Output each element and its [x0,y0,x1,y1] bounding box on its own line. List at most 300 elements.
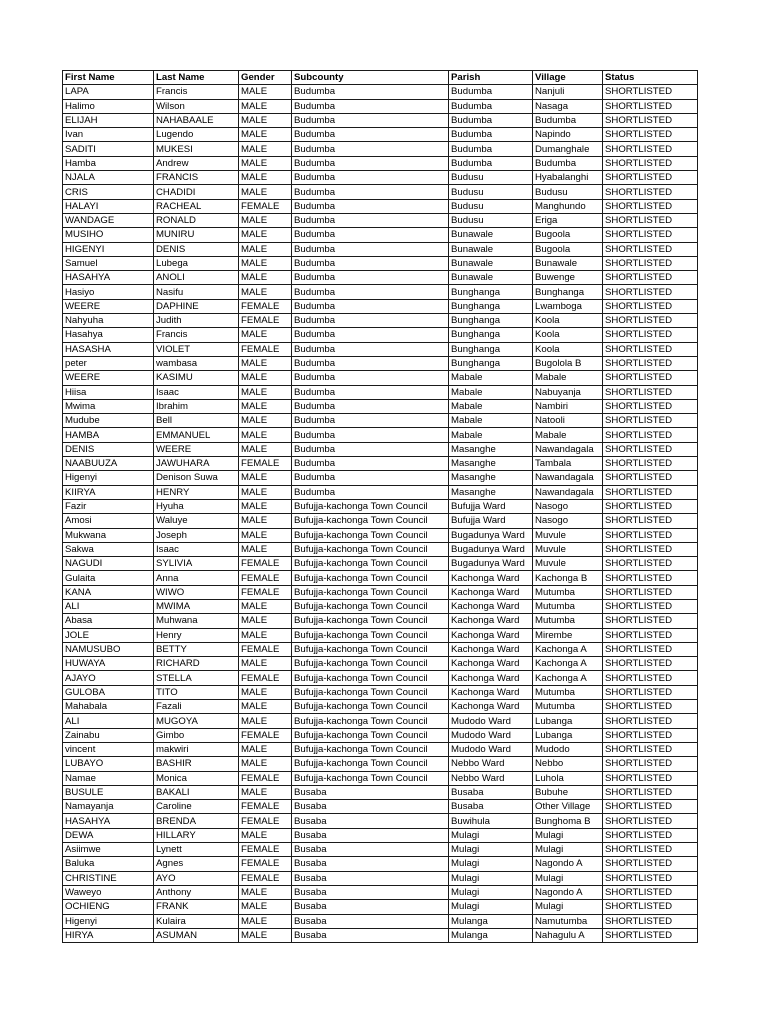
status-cell: SHORTLISTED [603,628,698,642]
last-name-cell: MUGOYA [154,714,239,728]
column-header-last-name: Last Name [154,71,239,85]
village-cell: Nawandagala [533,442,603,456]
table-row [63,213,698,227]
status-cell: SHORTLISTED [603,728,698,742]
parish-cell: Masanghe [449,471,533,485]
table-row [63,299,698,313]
table-row [63,156,698,170]
subcounty-cell: Budumba [292,356,449,370]
gender-cell: FEMALE [239,457,292,471]
first-name-cell: HASAHYA [63,814,154,828]
subcounty-cell: Budumba [292,342,449,356]
parish-cell: Budumba [449,142,533,156]
first-name-cell: WEERE [63,299,154,313]
parish-cell: Masanghe [449,442,533,456]
village-cell: Mabale [533,371,603,385]
parish-cell: Mulagi [449,871,533,885]
table-row [63,271,698,285]
parish-cell: Bunawale [449,242,533,256]
gender-cell: FEMALE [239,342,292,356]
subcounty-cell: Busaba [292,871,449,885]
gender-cell: FEMALE [239,299,292,313]
subcounty-cell: Budumba [292,442,449,456]
parish-cell: Bunghanga [449,285,533,299]
table-row [63,471,698,485]
village-cell: Nagondo A [533,857,603,871]
gender-cell: MALE [239,928,292,942]
last-name-cell: Ibrahim [154,399,239,413]
first-name-cell: Higenyi [63,914,154,928]
table-row [63,314,698,328]
subcounty-cell: Budumba [292,99,449,113]
gender-cell: MALE [239,171,292,185]
status-cell: SHORTLISTED [603,571,698,585]
parish-cell: Mudodo Ward [449,742,533,756]
status-cell: SHORTLISTED [603,485,698,499]
last-name-cell: Judith [154,314,239,328]
first-name-cell: Hiisa [63,385,154,399]
first-name-cell: SADITI [63,142,154,156]
table-row [63,85,698,99]
subcounty-cell: Budumba [292,85,449,99]
village-cell: Muvule [533,557,603,571]
status-cell: SHORTLISTED [603,328,698,342]
first-name-cell: HIGENYI [63,242,154,256]
subcounty-cell: Bufujja-kachonga Town Council [292,614,449,628]
table-body [63,85,698,943]
village-cell: Mirembe [533,628,603,642]
parish-cell: Budumba [449,99,533,113]
table-row [63,900,698,914]
gender-cell: MALE [239,757,292,771]
gender-cell: FEMALE [239,843,292,857]
parish-cell: Bunawale [449,271,533,285]
first-name-cell: Higenyi [63,471,154,485]
first-name-cell: Amosi [63,514,154,528]
parish-cell: Masanghe [449,457,533,471]
table-row [63,742,698,756]
gender-cell: FEMALE [239,814,292,828]
first-name-cell: Samuel [63,256,154,270]
first-name-cell: NAGUDI [63,557,154,571]
subcounty-cell: Busaba [292,843,449,857]
last-name-cell: Andrew [154,156,239,170]
parish-cell: Busaba [449,785,533,799]
subcounty-cell: Bufujja-kachonga Town Council [292,757,449,771]
gender-cell: MALE [239,900,292,914]
parish-cell: Buwihula [449,814,533,828]
first-name-cell: AJAYO [63,671,154,685]
first-name-cell: Mukwana [63,528,154,542]
parish-cell: Bugadunya Ward [449,542,533,556]
last-name-cell: HILLARY [154,828,239,842]
village-cell: Hyabalanghi [533,171,603,185]
village-cell: Mutumba [533,585,603,599]
village-cell: Nasaga [533,99,603,113]
gender-cell: MALE [239,599,292,613]
table-row [63,771,698,785]
parish-cell: Kachonga Ward [449,628,533,642]
status-cell: SHORTLISTED [603,714,698,728]
table-row [63,628,698,642]
last-name-cell: Monica [154,771,239,785]
gender-cell: FEMALE [239,557,292,571]
gender-cell: FEMALE [239,585,292,599]
first-name-cell: CRIS [63,185,154,199]
gender-cell: MALE [239,356,292,370]
village-cell: Nawandagala [533,471,603,485]
village-cell: Bugolola B [533,356,603,370]
gender-cell: MALE [239,128,292,142]
status-cell: SHORTLISTED [603,113,698,127]
parish-cell: Mulagi [449,900,533,914]
subcounty-cell: Budumba [292,156,449,170]
first-name-cell: Hamba [63,156,154,170]
subcounty-cell: Busaba [292,814,449,828]
last-name-cell: Anna [154,571,239,585]
village-cell: Nabuyanja [533,385,603,399]
status-cell: SHORTLISTED [603,442,698,456]
last-name-cell: AYO [154,871,239,885]
table-row [63,228,698,242]
status-cell: SHORTLISTED [603,385,698,399]
gender-cell: MALE [239,271,292,285]
first-name-cell: OCHIENG [63,900,154,914]
parish-cell: Budusu [449,171,533,185]
table-row [63,685,698,699]
table-row [63,714,698,728]
status-cell: SHORTLISTED [603,356,698,370]
village-cell: Nebbo [533,757,603,771]
shortlist-table [62,70,698,943]
last-name-cell: RONALD [154,213,239,227]
village-cell: Nasogo [533,499,603,513]
subcounty-cell: Bufujja-kachonga Town Council [292,628,449,642]
last-name-cell: Lugendo [154,128,239,142]
subcounty-cell: Budumba [292,113,449,127]
subcounty-cell: Bufujja-kachonga Town Council [292,499,449,513]
subcounty-cell: Busaba [292,928,449,942]
subcounty-cell: Budumba [292,485,449,499]
subcounty-cell: Budumba [292,228,449,242]
parish-cell: Bunawale [449,256,533,270]
status-cell: SHORTLISTED [603,371,698,385]
table-row [63,514,698,528]
gender-cell: MALE [239,742,292,756]
village-cell: Budumba [533,156,603,170]
subcounty-cell: Bufujja-kachonga Town Council [292,728,449,742]
subcounty-cell: Budumba [292,185,449,199]
gender-cell: MALE [239,113,292,127]
table-row [63,800,698,814]
first-name-cell: KANA [63,585,154,599]
first-name-cell: Mahabala [63,700,154,714]
gender-cell: FEMALE [239,728,292,742]
parish-cell: Budusu [449,199,533,213]
parish-cell: Bunghanga [449,356,533,370]
status-cell: SHORTLISTED [603,271,698,285]
table-row [63,843,698,857]
parish-cell: Nebbo Ward [449,757,533,771]
village-cell: Mutumba [533,700,603,714]
last-name-cell: JAWUHARA [154,457,239,471]
village-cell: Nawandagala [533,485,603,499]
parish-cell: Bunghanga [449,314,533,328]
status-cell: SHORTLISTED [603,185,698,199]
subcounty-cell: Bufujja-kachonga Town Council [292,557,449,571]
subcounty-cell: Budumba [292,414,449,428]
first-name-cell: LUBAYO [63,757,154,771]
first-name-cell: Hasiyo [63,285,154,299]
village-cell: Tambala [533,457,603,471]
first-name-cell: WANDAGE [63,213,154,227]
table-row [63,171,698,185]
table-row [63,256,698,270]
subcounty-cell: Budumba [292,371,449,385]
first-name-cell: Zainabu [63,728,154,742]
gender-cell: MALE [239,471,292,485]
subcounty-cell: Bufujja-kachonga Town Council [292,542,449,556]
subcounty-cell: Budumba [292,256,449,270]
first-name-cell: HASASHA [63,342,154,356]
gender-cell: MALE [239,328,292,342]
parish-cell: Mulanga [449,914,533,928]
status-cell: SHORTLISTED [603,142,698,156]
status-cell: SHORTLISTED [603,828,698,842]
table-row [63,342,698,356]
parish-cell: Busaba [449,800,533,814]
village-cell: Luhola [533,771,603,785]
last-name-cell: WIWO [154,585,239,599]
subcounty-cell: Budumba [292,128,449,142]
village-cell: Nahagulu A [533,928,603,942]
subcounty-cell: Budumba [292,199,449,213]
parish-cell: Bunghanga [449,342,533,356]
table-row [63,657,698,671]
subcounty-cell: Busaba [292,885,449,899]
first-name-cell: Mwima [63,399,154,413]
last-name-cell: makwiri [154,742,239,756]
subcounty-cell: Bufujja-kachonga Town Council [292,642,449,656]
last-name-cell: Francis [154,328,239,342]
table-row [63,285,698,299]
status-cell: SHORTLISTED [603,242,698,256]
status-cell: SHORTLISTED [603,314,698,328]
parish-cell: Kachonga Ward [449,700,533,714]
parish-cell: Mulagi [449,843,533,857]
status-cell: SHORTLISTED [603,742,698,756]
subcounty-cell: Budumba [292,171,449,185]
first-name-cell: NJALA [63,171,154,185]
gender-cell: MALE [239,914,292,928]
first-name-cell: Gulaita [63,571,154,585]
last-name-cell: BASHIR [154,757,239,771]
subcounty-cell: Bufujja-kachonga Town Council [292,571,449,585]
status-cell: SHORTLISTED [603,256,698,270]
table-row [63,442,698,456]
subcounty-cell: Busaba [292,900,449,914]
first-name-cell: NAMUSUBO [63,642,154,656]
parish-cell: Bufujja Ward [449,499,533,513]
gender-cell: MALE [239,614,292,628]
village-cell: Mutumba [533,599,603,613]
table-row [63,128,698,142]
parish-cell: Bufujja Ward [449,514,533,528]
last-name-cell: Waluye [154,514,239,528]
column-header-status: Status [603,71,698,85]
parish-cell: Bugadunya Ward [449,557,533,571]
gender-cell: MALE [239,442,292,456]
village-cell: Nanjuli [533,85,603,99]
parish-cell: Mabale [449,414,533,428]
status-cell: SHORTLISTED [603,599,698,613]
table-row [63,113,698,127]
subcounty-cell: Busaba [292,857,449,871]
village-cell: Natooli [533,414,603,428]
subcounty-cell: Budumba [292,328,449,342]
status-cell: SHORTLISTED [603,843,698,857]
status-cell: SHORTLISTED [603,171,698,185]
status-cell: SHORTLISTED [603,156,698,170]
parish-cell: Nebbo Ward [449,771,533,785]
last-name-cell: Gimbo [154,728,239,742]
first-name-cell: ALI [63,599,154,613]
village-cell: Koola [533,314,603,328]
first-name-cell: WEERE [63,371,154,385]
table-row [63,499,698,513]
last-name-cell: Isaac [154,542,239,556]
subcounty-cell: Budumba [292,271,449,285]
last-name-cell: BAKALI [154,785,239,799]
subcounty-cell: Bufujja-kachonga Town Council [292,714,449,728]
gender-cell: FEMALE [239,857,292,871]
first-name-cell: CHRISTINE [63,871,154,885]
parish-cell: Bugadunya Ward [449,528,533,542]
village-cell: Bunghanga [533,285,603,299]
status-cell: SHORTLISTED [603,785,698,799]
status-cell: SHORTLISTED [603,585,698,599]
last-name-cell: TITO [154,685,239,699]
table-row [63,557,698,571]
status-cell: SHORTLISTED [603,528,698,542]
subcounty-cell: Budumba [292,213,449,227]
gender-cell: MALE [239,499,292,513]
last-name-cell: WEERE [154,442,239,456]
status-cell: SHORTLISTED [603,128,698,142]
gender-cell: MALE [239,399,292,413]
parish-cell: Budusu [449,185,533,199]
last-name-cell: Hyuha [154,499,239,513]
table-row [63,928,698,942]
village-cell: Muvule [533,528,603,542]
first-name-cell: Halimo [63,99,154,113]
column-header-parish: Parish [449,71,533,85]
status-cell: SHORTLISTED [603,857,698,871]
first-name-cell: Abasa [63,614,154,628]
gender-cell: MALE [239,371,292,385]
status-cell: SHORTLISTED [603,900,698,914]
status-cell: SHORTLISTED [603,85,698,99]
first-name-cell: Sakwa [63,542,154,556]
parish-cell: Mulagi [449,828,533,842]
village-cell: Manghundo [533,199,603,213]
gender-cell: MALE [239,628,292,642]
gender-cell: MALE [239,142,292,156]
subcounty-cell: Bufujja-kachonga Town Council [292,657,449,671]
parish-cell: Mudodo Ward [449,714,533,728]
last-name-cell: Bell [154,414,239,428]
first-name-cell: Baluka [63,857,154,871]
first-name-cell: NAABUUZA [63,457,154,471]
parish-cell: Kachonga Ward [449,614,533,628]
gender-cell: MALE [239,414,292,428]
subcounty-cell: Bufujja-kachonga Town Council [292,514,449,528]
table-row [63,785,698,799]
last-name-cell: RICHARD [154,657,239,671]
gender-cell: MALE [239,85,292,99]
last-name-cell: KASIMU [154,371,239,385]
gender-cell: FEMALE [239,199,292,213]
status-cell: SHORTLISTED [603,671,698,685]
last-name-cell: Caroline [154,800,239,814]
subcounty-cell: Bufujja-kachonga Town Council [292,671,449,685]
first-name-cell: DENIS [63,442,154,456]
first-name-cell: ALI [63,714,154,728]
table-row [63,328,698,342]
status-cell: SHORTLISTED [603,700,698,714]
first-name-cell: ELIJAH [63,113,154,127]
table-row [63,199,698,213]
first-name-cell: KIIRYA [63,485,154,499]
status-cell: SHORTLISTED [603,471,698,485]
table-row [63,185,698,199]
first-name-cell: Ivan [63,128,154,142]
header-row [63,71,698,85]
first-name-cell: HAMBA [63,428,154,442]
first-name-cell: Hasahya [63,328,154,342]
last-name-cell: MUNIRU [154,228,239,242]
first-name-cell: HIRYA [63,928,154,942]
village-cell: Budusu [533,185,603,199]
last-name-cell: Denison Suwa [154,471,239,485]
first-name-cell: Mudube [63,414,154,428]
last-name-cell: Joseph [154,528,239,542]
gender-cell: FEMALE [239,871,292,885]
first-name-cell: JOLE [63,628,154,642]
village-cell: Nambiri [533,399,603,413]
subcounty-cell: Bufujja-kachonga Town Council [292,528,449,542]
first-name-cell: HALAYI [63,199,154,213]
first-name-cell: DEWA [63,828,154,842]
gender-cell: FEMALE [239,671,292,685]
parish-cell: Mabale [449,385,533,399]
gender-cell: MALE [239,99,292,113]
gender-cell: MALE [239,885,292,899]
table-row [63,414,698,428]
parish-cell: Budusu [449,213,533,227]
gender-cell: FEMALE [239,314,292,328]
gender-cell: MALE [239,514,292,528]
last-name-cell: Muhwana [154,614,239,628]
last-name-cell: SYLIVIA [154,557,239,571]
subcounty-cell: Budumba [292,314,449,328]
table-row [63,828,698,842]
subcounty-cell: Busaba [292,828,449,842]
last-name-cell: RACHEAL [154,199,239,213]
first-name-cell: Waweyo [63,885,154,899]
village-cell: Nagondo A [533,885,603,899]
last-name-cell: FRANK [154,900,239,914]
